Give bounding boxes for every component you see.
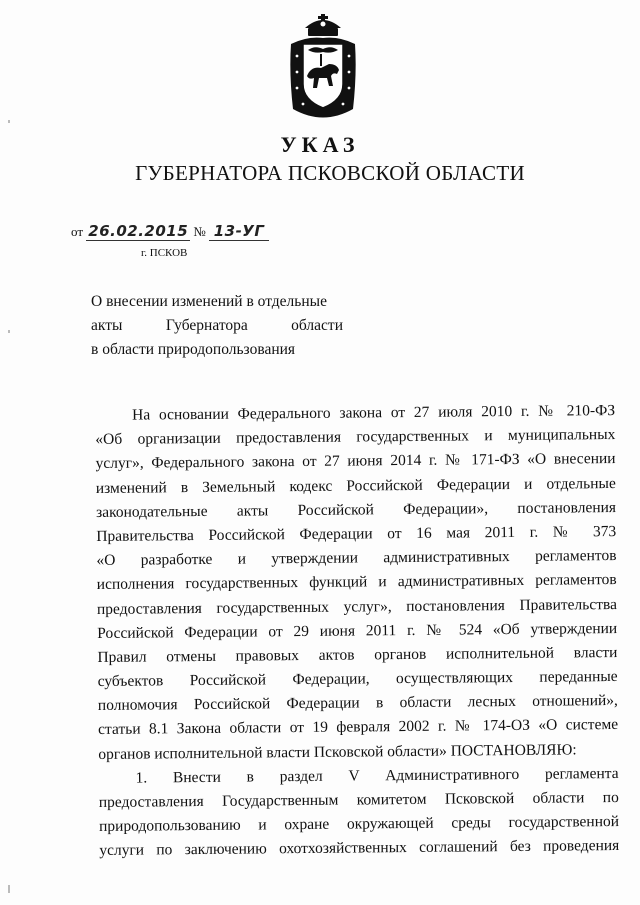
body-line: 1. Внести в раздел V Административного регламента <box>135 764 619 787</box>
body-line: Правительства Российской Федерации от 16 мая 2011 г. № 373 <box>96 522 617 545</box>
number-prefix: № <box>193 224 206 239</box>
body-line: Правил отмены правовых актов органов исполнительной власти <box>97 643 618 666</box>
body-line: изменений в Земельный кодекс Российской Федерации и отдельные <box>95 474 616 497</box>
body-line: услуг», Федерального закона от 27 июня 2014 г. № 171-ФЗ «О внесении <box>95 450 616 473</box>
body-line: исполнения государственных функций и административных регламентов <box>96 571 617 594</box>
body-line: предоставления Государственным комитетом Псковской области по <box>98 788 619 811</box>
document-number-field: 13-УГ <box>209 222 269 241</box>
document-heading <box>91 290 343 362</box>
city-label: г. ПСКОВ <box>141 247 188 259</box>
body-line: услуги по заключению охотхозяйственных соглашений без проведения <box>99 837 620 860</box>
body-line: законодательные акты Российской Федерации», постановления <box>95 498 617 521</box>
heading-line: О внесении изменений в отдельные <box>91 293 327 310</box>
body-line: органов исполнительной власти Псковской области» ПОСТАНОВЛЯЮ: <box>98 741 577 763</box>
document-subtitle: ГУБЕРНАТОРА ПСКОВСКОЙ ОБЛАСТИ <box>135 161 525 185</box>
heading-word: Губернатора <box>165 317 248 334</box>
body-line: полномочия Российской Федерации в области лесных отношений», <box>97 692 618 715</box>
signed-date-field: 26.02.2015 <box>88 222 189 240</box>
body-line: статьи 8.1 Закона области от 19 февраля 2002 г. № 174-ОЗ «О системе <box>98 716 619 739</box>
scan-edge-mark <box>8 330 10 333</box>
scan-edge-mark <box>8 120 10 123</box>
date-number-line <box>71 222 269 241</box>
body-line: Российской Федерации от 29 июня 2011 г. № 524 «Об утверждении <box>97 619 618 642</box>
document-body <box>95 399 619 864</box>
heading-word: области <box>291 317 343 334</box>
document-title: УКАЗ <box>280 132 360 157</box>
heading-line <box>91 314 343 338</box>
body-line: «Об организации предоставления государственных и муниципальных <box>95 426 616 449</box>
body-line: «О разработке и утверждении административных регламентов <box>96 547 617 570</box>
heading-word: акты <box>91 317 123 334</box>
heading-line: в области природопользования <box>91 341 296 358</box>
body-line: На основании Федерального закона от 27 июля 2010 г. № 210-ФЗ <box>132 402 616 424</box>
scan-edge-mark <box>8 885 10 893</box>
body-line: субъектов Российской Федерации, осуществляющих переданные <box>97 668 618 691</box>
coat-of-arms-emblem <box>283 14 363 124</box>
date-prefix: от <box>71 224 84 239</box>
body-line: предоставления государственных услуг», постановления Правительства <box>96 595 618 618</box>
body-line: природопользованию и охране окружающей среды государственной <box>98 813 620 836</box>
